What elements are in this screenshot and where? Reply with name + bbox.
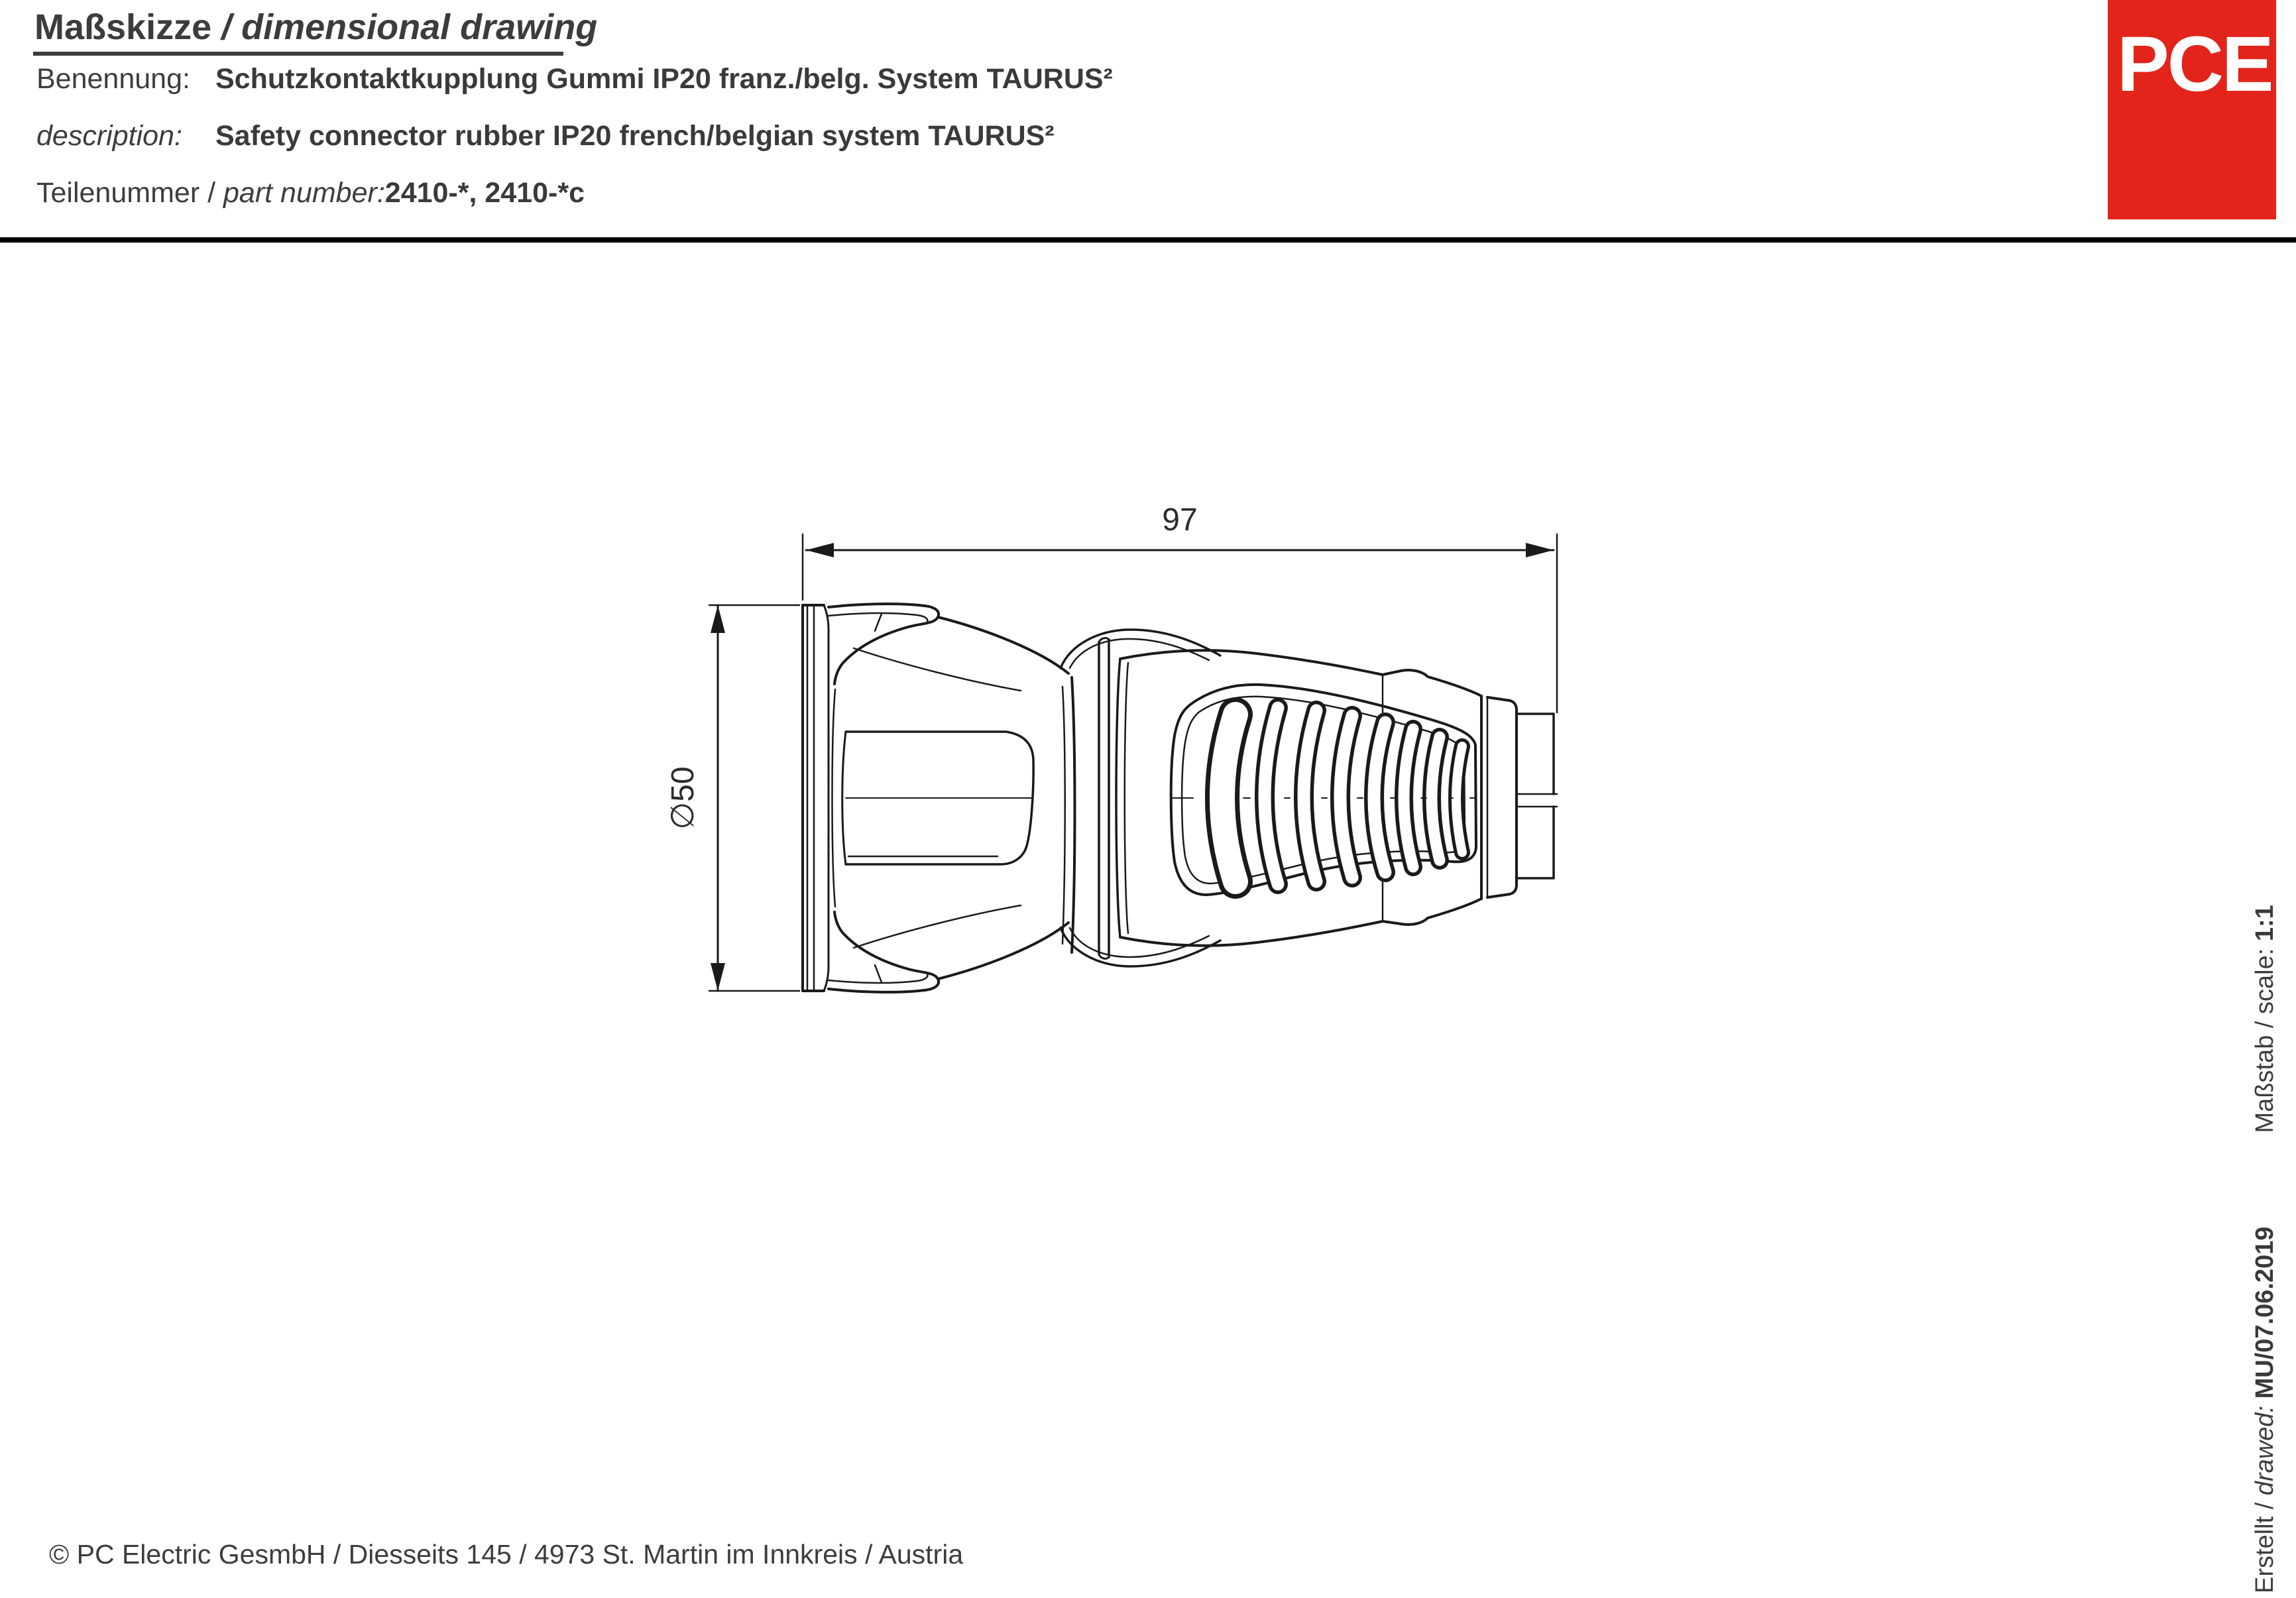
description-label: description: — [36, 120, 182, 152]
benennung-value: Schutzkontaktkupplung Gummi IP20 franz./belg. System TAURUS² — [215, 63, 1113, 95]
dim-diameter-label: ∅50 — [665, 766, 701, 830]
benennung-label: Benennung: — [36, 63, 190, 95]
grip-rib-panel — [1171, 675, 1476, 921]
created-value: MU/07.06.2019 — [2251, 1226, 2279, 1399]
page-title-de: Maßskizze — [34, 7, 212, 47]
created-label: Erstellt / — [2251, 1495, 2279, 1593]
created-label-en: drawed: — [2251, 1405, 2279, 1496]
partnumber-value: 2410-*, 2410-*c — [384, 177, 585, 209]
scale-value: 1:1 — [2251, 905, 2279, 942]
scale-label: Maßstab / scale: — [2251, 948, 2279, 1133]
pce-logo-text: PCE — [2117, 21, 2272, 108]
diameter-dimension — [665, 605, 799, 991]
sidebar-drawing-info — [2251, 905, 2279, 1593]
copyright-line: © PC Electric GesmbH / Diesseits 145 / 4973 St. Martin im Innkreis / Austria — [49, 1539, 964, 1569]
page-title-en: / dimensional drawing — [211, 7, 598, 47]
description-value: Safety connector rubber IP20 french/belgian system TAURUS² — [215, 120, 1055, 152]
partnumber-label: Teilenummer / part number: — [36, 177, 385, 209]
dim-width-label: 97 — [1162, 502, 1198, 538]
cable-gland — [1481, 696, 1557, 899]
